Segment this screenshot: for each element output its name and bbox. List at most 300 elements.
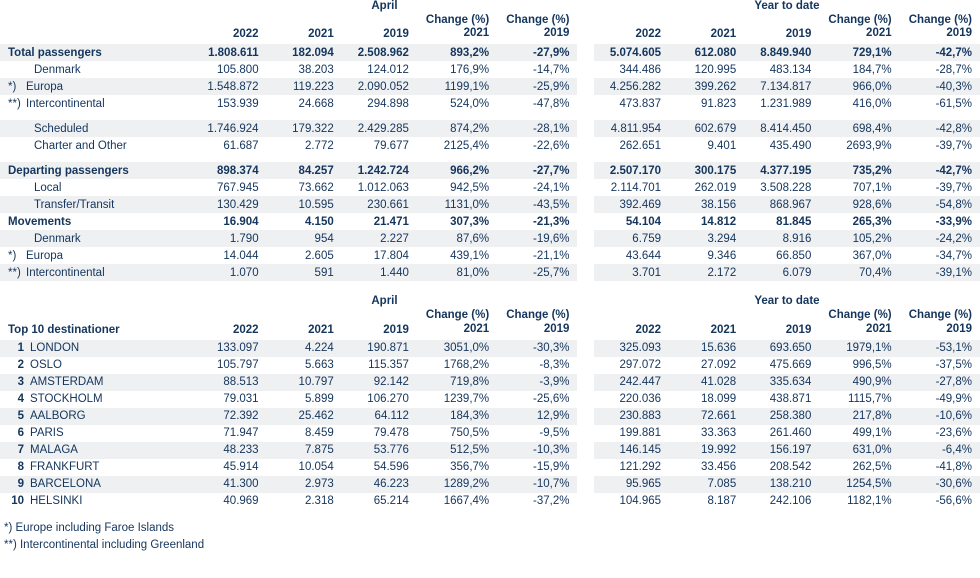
row-label-text: Denmark — [34, 232, 81, 245]
april-cell-0: 130.429 — [191, 196, 266, 213]
footnotes — [0, 510, 980, 553]
ytd-cell-4: -53,1% — [900, 340, 980, 357]
ytd-cell-3: 265,3% — [852, 215, 892, 228]
destination-name: LONDON — [30, 342, 80, 355]
rank-number: 2 — [17, 359, 24, 372]
ytd-cell-0: 146.145 — [594, 442, 669, 459]
destination-name: BARCELONA — [30, 478, 101, 491]
column-gap — [577, 230, 593, 247]
ytd-cell-3: 184,7% — [852, 63, 892, 76]
ytd-cell-4: -39,7% — [935, 139, 972, 152]
ytd-cell-0: 95.965 — [594, 476, 669, 493]
ytd-cell-3: 490,9% — [819, 374, 899, 391]
ytd-cell-0: 43.644 — [625, 249, 662, 262]
row-label — [0, 95, 191, 112]
ytd-cell-0: 4.256.282 — [594, 78, 669, 95]
april-cell-2: 294.898 — [367, 97, 409, 110]
april-cell-2: 79.478 — [373, 427, 409, 440]
header-change-line2: 2019 — [946, 27, 972, 40]
april-cell-3: 2125,4% — [443, 139, 490, 152]
april-cell-1: 84.257 — [267, 162, 342, 179]
ytd-cell-4: -42,7% — [900, 162, 980, 179]
april-cell-2: 230.661 — [342, 196, 417, 213]
april-cell-4: -3,9% — [497, 374, 577, 391]
column-gap — [577, 442, 593, 459]
table-row — [0, 179, 980, 196]
ytd-cell-0: 4.811.954 — [594, 120, 669, 137]
table-row — [0, 44, 980, 61]
april-cell-0: 79.031 — [223, 393, 259, 406]
column-gap — [577, 340, 593, 357]
ytd-cell-0: 242.447 — [594, 374, 669, 391]
ytd-cell-1: 612.080 — [669, 44, 744, 61]
table-row — [0, 196, 980, 213]
rank-number: 7 — [17, 444, 24, 457]
ytd-cell-0: 220.036 — [619, 393, 662, 406]
april-cell-2: 17.804 — [373, 249, 409, 262]
ytd-cell-4: -6,4% — [900, 442, 980, 459]
april-cell-4: -22,6% — [533, 139, 570, 152]
column-gap — [577, 78, 593, 95]
april-cell-2: 64.112 — [342, 408, 417, 425]
april-cell-3: 356,7% — [450, 461, 490, 474]
ytd-cell-4: -33,9% — [935, 215, 972, 228]
table-row — [0, 357, 980, 374]
footnote-marker: *) — [8, 249, 17, 262]
row-label — [0, 44, 191, 61]
header-change-line1: Change (%) — [908, 309, 972, 322]
header-april-change-2019 — [497, 308, 577, 339]
column-gap — [577, 408, 593, 425]
column-gap — [577, 247, 593, 264]
april-cell-4: -21,1% — [533, 249, 570, 262]
april-cell-4: -25,9% — [497, 78, 577, 95]
header-april-2019: 2019 — [383, 28, 409, 41]
april-cell-0: 48.233 — [191, 442, 266, 459]
header-ytd-change-2021 — [819, 13, 899, 44]
ytd-cell-2: 475.669 — [769, 359, 812, 372]
april-cell-1: 2.318 — [304, 495, 334, 508]
column-gap — [577, 13, 593, 44]
april-cell-3: 87,6% — [417, 230, 497, 247]
ytd-cell-0: 473.837 — [619, 97, 662, 110]
april-cell-4: -10,7% — [497, 476, 577, 493]
header-april-2019: 2019 — [383, 323, 409, 336]
april-cell-3: 176,9% — [450, 63, 490, 76]
header-ytd-change-2019 — [900, 308, 980, 339]
rank-number: 3 — [17, 376, 24, 389]
ytd-cell-2: 868.967 — [744, 196, 819, 213]
april-cell-1: 2.772 — [304, 139, 334, 152]
header-change-line2: 2021 — [866, 322, 892, 335]
footnote-marker: *) — [8, 80, 17, 93]
ytd-cell-4: -27,8% — [900, 374, 980, 391]
ytd-cell-1: 15.636 — [669, 340, 744, 357]
april-cell-1: 73.662 — [298, 181, 334, 194]
april-cell-1: 25.462 — [267, 408, 342, 425]
april-cell-2: 65.214 — [373, 495, 409, 508]
ytd-cell-2: 66.850 — [776, 249, 812, 262]
row-label — [0, 357, 191, 374]
ytd-cell-1: 14.812 — [701, 215, 737, 228]
column-gap — [577, 120, 593, 137]
header-label — [0, 13, 191, 44]
row-label — [0, 78, 191, 95]
ytd-cell-0: 230.883 — [594, 408, 669, 425]
april-cell-3: 750,5% — [450, 427, 490, 440]
ytd-cell-2: 483.134 — [769, 63, 812, 76]
row-label — [0, 162, 191, 179]
destination-name: OSLO — [30, 359, 62, 372]
header-ytd-change-2019 — [900, 13, 980, 44]
april-cell-1: 179.322 — [267, 120, 342, 137]
ytd-cell-3: 217,8% — [819, 408, 899, 425]
ytd-cell-2: 335.634 — [744, 374, 819, 391]
ytd-cell-3: 966,0% — [819, 78, 899, 95]
ytd-cell-2: 1.231.989 — [760, 97, 812, 110]
april-cell-1: 5.899 — [304, 393, 334, 406]
ytd-cell-3: 996,5% — [852, 359, 892, 372]
destination-name: HELSINKI — [30, 495, 83, 508]
passenger-statistics-table — [0, 0, 980, 281]
column-gap — [577, 137, 593, 154]
header-ytd-2022: 2022 — [635, 28, 662, 41]
ytd-cell-3: 499,1% — [852, 427, 892, 440]
ytd-cell-4: -42,8% — [900, 120, 980, 137]
april-cell-2: 1.012.063 — [357, 181, 409, 194]
header-ytd-2022: 2022 — [635, 323, 662, 336]
ytd-cell-3: 367,0% — [852, 249, 892, 262]
april-cell-4: -25,6% — [533, 393, 570, 406]
table-row — [0, 95, 980, 112]
row-label — [0, 340, 191, 357]
rank-number: 6 — [17, 427, 24, 440]
april-cell-4: -28,1% — [497, 120, 577, 137]
table-row — [0, 213, 980, 230]
ytd-cell-4: -34,7% — [935, 249, 972, 262]
section-divider — [0, 281, 980, 295]
april-cell-4: -24,1% — [533, 181, 570, 194]
ytd-cell-2: 138.210 — [744, 476, 819, 493]
table-row — [0, 476, 980, 493]
april-cell-2: 124.012 — [367, 63, 409, 76]
april-cell-2: 92.142 — [342, 374, 417, 391]
ytd-cell-3: 1254,5% — [819, 476, 899, 493]
table-row — [0, 374, 980, 391]
ytd-cell-1: 602.679 — [669, 120, 744, 137]
destination-name: MALAGA — [30, 444, 78, 457]
ytd-cell-4: -42,7% — [900, 44, 980, 61]
header-ytd-change-2021 — [819, 308, 899, 339]
april-cell-3: 184,3% — [417, 408, 497, 425]
april-cell-2: 21.471 — [373, 215, 409, 228]
ytd-cell-1: 33.363 — [701, 427, 737, 440]
table-row — [0, 493, 980, 510]
april-cell-3: 512,5% — [417, 442, 497, 459]
april-cell-3: 893,2% — [417, 44, 497, 61]
april-cell-4: -27,9% — [497, 44, 577, 61]
row-label — [0, 230, 191, 247]
footnote-intercontinental: **) Intercontinental including Greenland — [4, 538, 205, 551]
april-cell-2: 2.090.052 — [342, 78, 417, 95]
ytd-cell-1: 9.346 — [707, 249, 737, 262]
header-april-change-2021 — [417, 13, 497, 44]
destination-name: FRANKFURT — [30, 461, 100, 474]
ytd-cell-4: -24,2% — [900, 230, 980, 247]
ytd-cell-0: 325.093 — [594, 340, 669, 357]
ytd-cell-0: 54.104 — [625, 215, 662, 228]
ytd-cell-1: 120.995 — [694, 63, 737, 76]
april-cell-4: -19,6% — [497, 230, 577, 247]
row-label — [0, 459, 191, 476]
april-cell-0: 40.969 — [223, 495, 259, 508]
header-april-change-2021 — [417, 308, 497, 339]
ytd-cell-3: 1115,7% — [847, 393, 892, 406]
april-cell-4: -37,2% — [533, 495, 570, 508]
table-row — [0, 425, 980, 442]
april-cell-0: 16.904 — [223, 215, 259, 228]
ytd-cell-0: 2.507.170 — [594, 162, 669, 179]
april-cell-4: -21,3% — [533, 215, 570, 228]
april-cell-0: 1.548.872 — [191, 78, 266, 95]
row-label — [0, 476, 191, 493]
table-row — [0, 264, 980, 281]
row-label — [0, 425, 191, 442]
ytd-cell-4: -41,8% — [935, 461, 972, 474]
column-gap — [577, 374, 593, 391]
april-cell-1: 2.605 — [304, 249, 334, 262]
header-april-2022: 2022 — [233, 28, 259, 41]
group-header-ytd: Year to date — [754, 295, 820, 308]
ytd-cell-2: 3.508.228 — [760, 181, 812, 194]
ytd-cell-0: 104.965 — [619, 495, 662, 508]
ytd-cell-2: 208.542 — [769, 461, 812, 474]
row-label — [0, 391, 191, 408]
ytd-cell-2: 693.650 — [744, 340, 819, 357]
ytd-cell-1: 38.156 — [669, 196, 744, 213]
header-april-2022: 2022 — [233, 323, 259, 336]
header-change-line2: 2019 — [543, 27, 570, 40]
column-gap — [577, 0, 593, 13]
april-cell-0: 1.746.924 — [191, 120, 266, 137]
april-cell-0: 1.790 — [191, 230, 266, 247]
ytd-cell-3: 105,2% — [819, 230, 899, 247]
header-april-2021: 2021 — [308, 323, 334, 336]
ytd-cell-3: 70,4% — [819, 264, 899, 281]
april-cell-4: -14,7% — [533, 63, 570, 76]
row-label-text: Scheduled — [34, 122, 89, 135]
ytd-cell-3: 698,4% — [819, 120, 899, 137]
ytd-cell-1: 27.092 — [701, 359, 737, 372]
ytd-cell-0: 344.486 — [619, 63, 662, 76]
ytd-cell-4: -28,7% — [935, 63, 972, 76]
april-cell-0: 133.097 — [191, 340, 266, 357]
header-change-line2: 2021 — [463, 27, 490, 40]
footnote-europe: *) Europe including Faroe Islands — [4, 521, 175, 534]
april-cell-0: 767.945 — [217, 181, 259, 194]
header-change-line2: 2019 — [946, 322, 972, 335]
ytd-cell-0: 6.759 — [594, 230, 669, 247]
april-cell-3: 1199,1% — [417, 78, 497, 95]
column-gap — [577, 476, 593, 493]
ytd-cell-4: -56,6% — [935, 495, 972, 508]
april-cell-3: 874,2% — [417, 120, 497, 137]
ytd-cell-0: 199.881 — [619, 427, 662, 440]
ytd-cell-3: 2693,9% — [846, 139, 892, 152]
row-label — [0, 61, 191, 78]
header-change-line2: 2021 — [463, 322, 490, 335]
row-label-text: Europa — [26, 249, 64, 262]
column-gap — [577, 44, 593, 61]
rank-number: 1 — [17, 342, 24, 355]
ytd-cell-2: 8.849.940 — [744, 44, 819, 61]
column-gap — [577, 196, 593, 213]
row-label — [0, 493, 191, 510]
column-gap — [577, 391, 593, 408]
april-cell-0: 61.687 — [223, 139, 259, 152]
rank-number: 8 — [17, 461, 24, 474]
april-cell-1: 5.663 — [304, 359, 334, 372]
table-row — [0, 61, 980, 78]
ytd-cell-1: 8.187 — [707, 495, 737, 508]
ytd-cell-1: 19.992 — [669, 442, 744, 459]
ytd-cell-2: 4.377.195 — [744, 162, 819, 179]
row-label — [0, 213, 191, 230]
header-change-line1: Change (%) — [828, 14, 892, 26]
column-gap — [577, 425, 593, 442]
header-change-line1: Change (%) — [425, 14, 490, 26]
row-label — [0, 264, 191, 281]
april-cell-2: 115.357 — [368, 359, 409, 372]
header-change-line2: 2019 — [543, 322, 570, 335]
header-ytd-2019: 2019 — [785, 323, 812, 336]
group-header-row-1 — [0, 0, 980, 13]
ytd-cell-1: 33.456 — [701, 461, 737, 474]
ytd-cell-4: -10,6% — [900, 408, 980, 425]
ytd-cell-3: 729,1% — [819, 44, 899, 61]
row-spacer — [0, 112, 980, 120]
destination-name: STOCKHOLM — [30, 393, 103, 406]
footnote-marker: **) — [8, 97, 21, 110]
april-cell-1: 38.203 — [298, 63, 334, 76]
ytd-cell-0: 297.072 — [619, 359, 662, 372]
ytd-cell-0: 262.651 — [619, 139, 662, 152]
ytd-cell-1: 3.294 — [669, 230, 744, 247]
ytd-cell-3: 631,0% — [819, 442, 899, 459]
april-cell-4: -8,3% — [539, 359, 570, 372]
april-cell-1: 24.668 — [298, 97, 334, 110]
ytd-cell-3: 707,1% — [852, 181, 892, 194]
april-cell-3: 81,0% — [417, 264, 497, 281]
group-header-row-2 — [0, 295, 980, 308]
footnote-marker: **) — [8, 266, 21, 279]
april-cell-4: 12,9% — [497, 408, 577, 425]
column-gap — [577, 61, 593, 78]
april-cell-0: 45.914 — [223, 461, 259, 474]
ytd-cell-2: 7.134.817 — [744, 78, 819, 95]
top-destinations-table — [0, 295, 980, 509]
row-label — [0, 137, 191, 154]
ytd-cell-3: 416,0% — [852, 97, 892, 110]
ytd-cell-2: 6.079 — [744, 264, 819, 281]
april-cell-0: 41.300 — [191, 476, 266, 493]
ytd-cell-1: 9.401 — [707, 139, 737, 152]
header-april-2021: 2021 — [308, 28, 334, 41]
april-cell-1: 10.797 — [267, 374, 342, 391]
ytd-cell-2: 81.845 — [776, 215, 812, 228]
ytd-cell-0: 3.701 — [594, 264, 669, 281]
april-cell-2: 2.227 — [342, 230, 417, 247]
row-label-text: Europa — [26, 80, 64, 93]
april-cell-2: 53.776 — [342, 442, 417, 459]
row-label-text: Departing passengers — [8, 164, 129, 177]
april-cell-1: 954 — [267, 230, 342, 247]
table-row — [0, 442, 980, 459]
ytd-cell-0: 2.114.701 — [610, 181, 662, 194]
april-cell-3: 1667,4% — [443, 495, 490, 508]
ytd-cell-1: 41.028 — [669, 374, 744, 391]
table-row — [0, 247, 980, 264]
group-header-ytd: Year to date — [754, 0, 820, 12]
april-cell-4: -47,8% — [533, 97, 570, 110]
header-ytd-2021: 2021 — [710, 323, 737, 336]
row-label-text: Intercontinental — [26, 97, 105, 110]
rank-number: 9 — [17, 478, 24, 491]
column-gap — [577, 295, 593, 308]
column-gap — [577, 213, 593, 230]
column-gap — [577, 264, 593, 281]
ytd-cell-1: 7.085 — [669, 476, 744, 493]
ytd-cell-3: 1979,1% — [819, 340, 899, 357]
ytd-cell-2: 435.490 — [769, 139, 812, 152]
empty-corner — [0, 295, 191, 308]
ytd-cell-2: 261.460 — [769, 427, 812, 440]
empty-corner — [0, 0, 191, 13]
header-change-line1: Change (%) — [908, 14, 972, 26]
column-gap — [577, 357, 593, 374]
table-row — [0, 340, 980, 357]
april-cell-3: 966,2% — [417, 162, 497, 179]
april-cell-2: 190.871 — [342, 340, 417, 357]
ytd-cell-0: 121.292 — [619, 461, 662, 474]
april-cell-0: 72.392 — [191, 408, 266, 425]
ytd-cell-1: 300.175 — [669, 162, 744, 179]
april-cell-1: 4.224 — [267, 340, 342, 357]
ytd-cell-3: 735,2% — [819, 162, 899, 179]
table-row — [0, 137, 980, 154]
row-label-text: Transfer/Transit — [34, 198, 115, 211]
april-cell-1: 119.223 — [267, 78, 342, 95]
april-cell-4: -30,3% — [497, 340, 577, 357]
april-cell-4: -9,5% — [539, 427, 570, 440]
column-gap — [577, 162, 593, 179]
april-cell-3: 439,1% — [450, 249, 490, 262]
destination-name: AALBORG — [30, 410, 86, 423]
april-cell-3: 1131,0% — [417, 196, 497, 213]
row-label-text: Denmark — [34, 63, 81, 76]
row-label-text: Charter and Other — [34, 139, 127, 152]
header-change-line1: Change (%) — [425, 309, 490, 322]
april-cell-0: 1.808.611 — [191, 44, 266, 61]
table-row — [0, 408, 980, 425]
ytd-cell-4: -39,1% — [900, 264, 980, 281]
header-ytd-2021: 2021 — [710, 28, 737, 41]
april-cell-1: 591 — [267, 264, 342, 281]
april-cell-3: 1239,7% — [443, 393, 490, 406]
column-gap — [577, 95, 593, 112]
april-cell-1: 182.094 — [267, 44, 342, 61]
april-cell-2: 2.508.962 — [342, 44, 417, 61]
